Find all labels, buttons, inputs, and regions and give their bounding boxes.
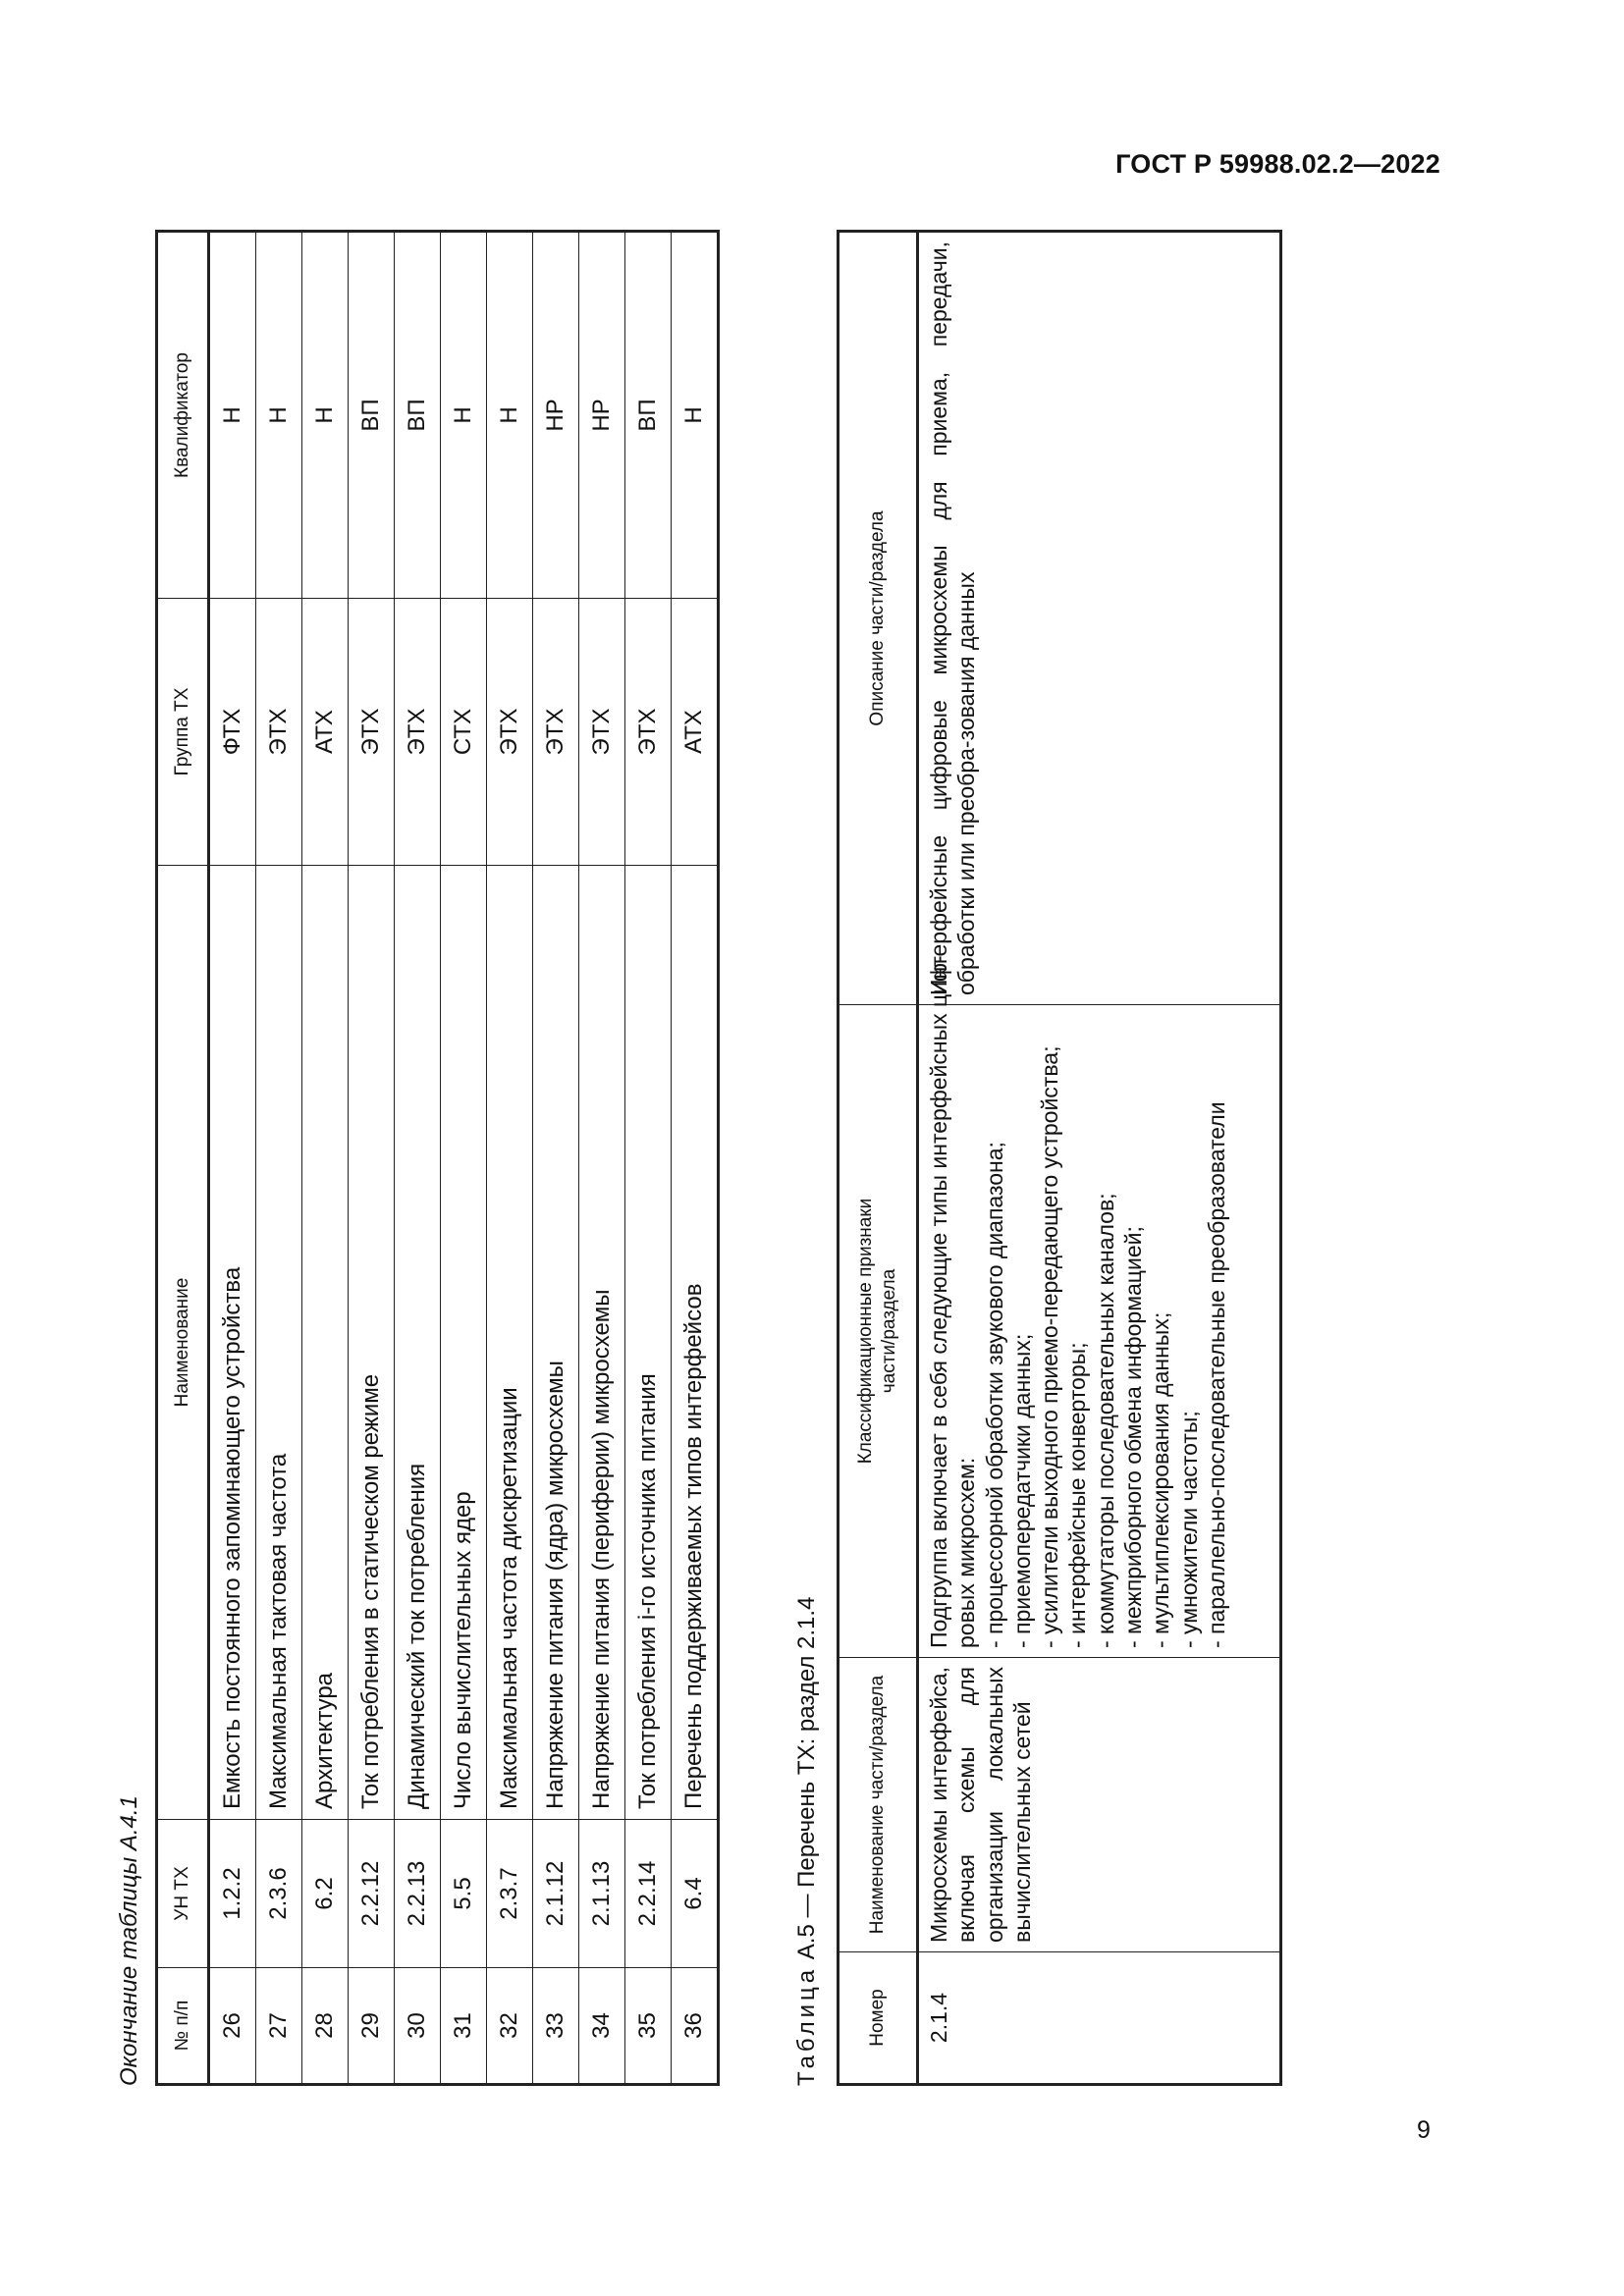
cell-un-tx: 2.3.6: [256, 1820, 302, 1968]
features-header-line-1: Классификационные признаки: [855, 1198, 877, 1465]
table-row: [302, 232, 349, 2085]
cell-qualifier: ВП: [395, 232, 441, 599]
cell-qualifier: Н: [302, 232, 349, 599]
features-line: - приемопередатчики данных;: [1008, 1333, 1035, 1648]
cell-qualifier: ВП: [349, 232, 395, 599]
cell-qualifier: Н: [441, 232, 487, 599]
table-row: [625, 232, 672, 2085]
cell-no: 32: [487, 1968, 533, 2085]
col-header-qualifier: Квалификатор: [157, 232, 209, 599]
cell-qualifier: Н: [209, 232, 256, 599]
cell-group: СТХ: [441, 599, 487, 866]
table1-block: [116, 233, 720, 2086]
cell-no: 26: [209, 1968, 256, 2085]
cell-part-name: Микросхемы интерфейса, включая схемы для организации локальных вычислительных сетей: [918, 1658, 1281, 1952]
table2-caption-text: А.5 — Перечень ТХ: раздел 2.1.4: [793, 1596, 820, 1960]
cell-no: 31: [441, 1968, 487, 2085]
table2: [837, 230, 1282, 2086]
cell-un-tx: 2.2.13: [395, 1820, 441, 1968]
table-row: [672, 232, 719, 2085]
cell-no: 33: [533, 1968, 579, 2085]
features-line: - процессорной обработки звукового диапазона;: [981, 1142, 1007, 1648]
table-row: [349, 232, 395, 2085]
cell-no: 27: [256, 1968, 302, 2085]
table1-caption: Окончание таблицы А.4.1: [116, 1795, 142, 2086]
col-header-number: Номер: [839, 1952, 918, 2085]
col-header-features: [839, 1005, 918, 1658]
cell-qualifier: ВП: [625, 232, 672, 599]
cell-name: Динамический ток потребления: [395, 866, 441, 1820]
features-header-line-2: части/раздела: [879, 1268, 899, 1394]
cell-description: Интерфейсные цифровые микросхемы для приема, передачи, обработки или преобра-зования данных: [918, 232, 1281, 1005]
cell-name: Число вычислительных ядер: [441, 866, 487, 1820]
cell-no: 35: [625, 1968, 672, 2085]
cell-qualifier: Н: [672, 232, 719, 599]
cell-group: АТХ: [672, 599, 719, 866]
cell-qualifier: Н: [487, 232, 533, 599]
features-line: - мультиплексирования данных;: [1148, 1311, 1174, 1648]
features-line: ровых микросхем:: [953, 1457, 980, 1648]
table-row: [395, 232, 441, 2085]
col-header-name: Наименование: [157, 866, 209, 1820]
cell-group: ЭТХ: [256, 599, 302, 866]
cell-no: 28: [302, 1968, 349, 2085]
table-row: [256, 232, 302, 2085]
features-line: Подгруппа включает в себя следующие типы интерфейсных циф-: [926, 955, 951, 1648]
col-header-group: Группа ТХ: [157, 599, 209, 866]
cell-name: Напряжение питания (ядра) микросхемы: [533, 866, 579, 1820]
table2-caption-label: Таблица: [793, 1965, 820, 2086]
cell-un-tx: 5.5: [441, 1820, 487, 1968]
table2-header-row: [839, 232, 918, 2085]
cell-name: Напряжение питания (периферии) микросхемы: [579, 866, 625, 1820]
table-row: [918, 232, 1281, 2085]
cell-un-tx: 2.3.7: [487, 1820, 533, 1968]
cell-no: 34: [579, 1968, 625, 2085]
cell-name: Архитектура: [302, 866, 349, 1820]
cell-un-tx: 6.4: [672, 1820, 719, 1968]
features-line: - параллельно-последовательные преобразователи: [1203, 1101, 1229, 1648]
cell-no: 36: [672, 1968, 719, 2085]
cell-name: Ток потребления в статическом режиме: [349, 866, 395, 1820]
table1-header-row: [157, 232, 209, 2085]
features-line: - умножители частоты;: [1175, 1411, 1202, 1648]
cell-group: ЭТХ: [533, 599, 579, 866]
cell-un-tx: 2.1.12: [533, 1820, 579, 1968]
cell-un-tx: 6.2: [302, 1820, 349, 1968]
page-number: 9: [1417, 2116, 1431, 2144]
document-number: ГОСТ Р 59988.02.2—2022: [1115, 149, 1440, 179]
table-row: [487, 232, 533, 2085]
col-header-part-name: Наименование части/раздела: [839, 1658, 918, 1952]
cell-number: 2.1.4: [918, 1952, 1281, 2085]
cell-name: Ток потребления i-го источника питания: [625, 866, 672, 1820]
cell-name: Перечень поддерживаемых типов интерфейсов: [672, 866, 719, 1820]
cell-qualifier: НР: [579, 232, 625, 599]
table2-block: [793, 233, 1282, 2086]
cell-group: АТХ: [302, 599, 349, 866]
cell-group: ЭТХ: [487, 599, 533, 866]
col-header-description: Описание части/раздела: [839, 232, 918, 1005]
table-row: [533, 232, 579, 2085]
cell-group: ЭТХ: [579, 599, 625, 866]
cell-group: ЭТХ: [395, 599, 441, 866]
col-header-no: № п/п: [157, 1968, 209, 2085]
cell-no: 30: [395, 1968, 441, 2085]
cell-no: 29: [349, 1968, 395, 2085]
features-line: - интерфейсные конверторы;: [1064, 1342, 1091, 1648]
cell-name: Максимальная тактовая частота: [256, 866, 302, 1820]
features-line: - усилители выходного приемо-передающего устройства;: [1037, 1045, 1063, 1648]
cell-un-tx: 1.2.2: [209, 1820, 256, 1968]
cell-group: ФТХ: [209, 599, 256, 866]
table1: [155, 230, 720, 2086]
cell-un-tx: 2.1.13: [579, 1820, 625, 1968]
table-row: [441, 232, 487, 2085]
cell-group: ЭТХ: [349, 599, 395, 866]
features-line: - коммутаторы последовательных каналов;: [1092, 1193, 1118, 1648]
table-row: [209, 232, 256, 2085]
col-header-un-tx: УН ТХ: [157, 1820, 209, 1968]
table-row: [579, 232, 625, 2085]
features-line: - межприборного обмена информацией;: [1120, 1226, 1147, 1648]
cell-features: [918, 955, 1281, 1658]
table2-caption: [793, 233, 837, 2086]
cell-un-tx: 2.2.14: [625, 1820, 672, 1968]
cell-group: ЭТХ: [625, 599, 672, 866]
cell-qualifier: НР: [533, 232, 579, 599]
cell-un-tx: 2.2.12: [349, 1820, 395, 1968]
cell-qualifier: Н: [256, 232, 302, 599]
cell-name: Максимальная частота дискретизации: [487, 866, 533, 1820]
cell-name: Емкость постоянного запоминающего устройства: [209, 866, 256, 1820]
